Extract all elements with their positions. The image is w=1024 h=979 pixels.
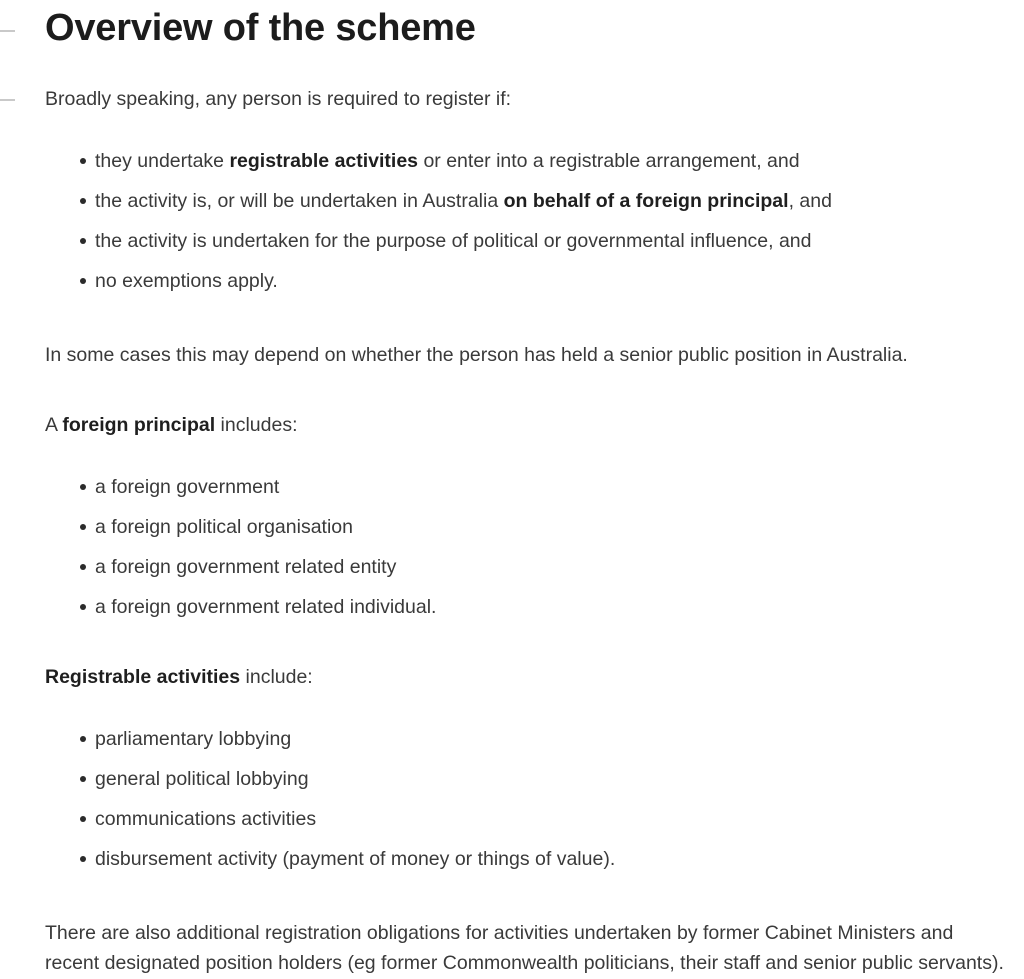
list-item-text-bold: registrable activities [229,150,419,172]
list-item-text: disbursement activity (payment of money or things of value). [95,848,616,870]
lead-in-text-after: include: [240,666,313,688]
list-item [45,226,1007,256]
list-item [45,724,1007,754]
bullet-icon [80,198,86,204]
left-edge-marker-heading [0,30,15,32]
list-item-text: parliamentary lobbying [95,728,292,750]
closing-paragraph: There are also additional registration obligations for activities undertaken by former Cabinet Ministers and recent designated position holders (eg former Commonwealth politicians, their staff and senior public servants). [45,922,1004,974]
document-content [45,0,1007,978]
list-item-text-after: , and [788,190,832,212]
page-title: Overview of the scheme [45,7,476,49]
list-item-text: communications activities [95,808,317,830]
list-item-text-before: the activity is undertaken for the purpose of political or governmental influence, and [95,230,812,252]
list-item [45,804,1007,834]
list-item-text-before: the activity is, or will be undertaken in Australia [95,190,504,212]
senior-position-note: In some cases this may depend on whether the person has held a senior public position in Australia. [45,344,908,366]
list-item-text: a foreign political organisation [95,516,353,538]
list-item [45,266,1007,296]
list-item [45,512,1007,542]
list-item [45,146,1007,176]
bullet-icon [80,484,86,490]
registration-requirements-list [45,146,1007,296]
bullet-icon [80,524,86,530]
registrable-activities-lead-in [45,662,1007,692]
list-item [45,472,1007,502]
lead-in-text-before: A [45,414,63,436]
left-edge-marker-paragraph [0,99,15,101]
list-item [45,186,1007,216]
list-item-text: a foreign government related individual. [95,596,437,618]
lead-in-text-after: includes: [215,414,298,436]
list-item-text: a foreign government related entity [95,556,397,578]
list-item-text-after: or enter into a registrable arrangement, and [418,150,800,172]
list-item-text: general political lobbying [95,768,309,790]
bullet-icon [80,564,86,570]
bullet-icon [80,816,86,822]
intro-paragraph: Broadly speaking, any person is required to register if: [45,88,512,110]
foreign-principal-lead-in [45,410,1007,440]
bullet-icon [80,736,86,742]
registrable-activities-list [45,724,1007,874]
lead-in-text-bold: Registrable activities [45,666,241,688]
list-item-text-bold: on behalf of a foreign principal [503,190,789,212]
bullet-icon [80,278,86,284]
list-item-text-before: they undertake [95,150,230,172]
list-item [45,592,1007,622]
bullet-icon [80,238,86,244]
list-item-text: a foreign government [95,476,280,498]
bullet-icon [80,776,86,782]
bullet-icon [80,604,86,610]
bullet-icon [80,856,86,862]
foreign-principal-list [45,472,1007,622]
lead-in-text-bold: foreign principal [62,414,216,436]
list-item [45,764,1007,794]
bullet-icon [80,158,86,164]
list-item-text-before: no exemptions apply. [95,270,278,292]
list-item [45,552,1007,582]
list-item [45,844,1007,874]
